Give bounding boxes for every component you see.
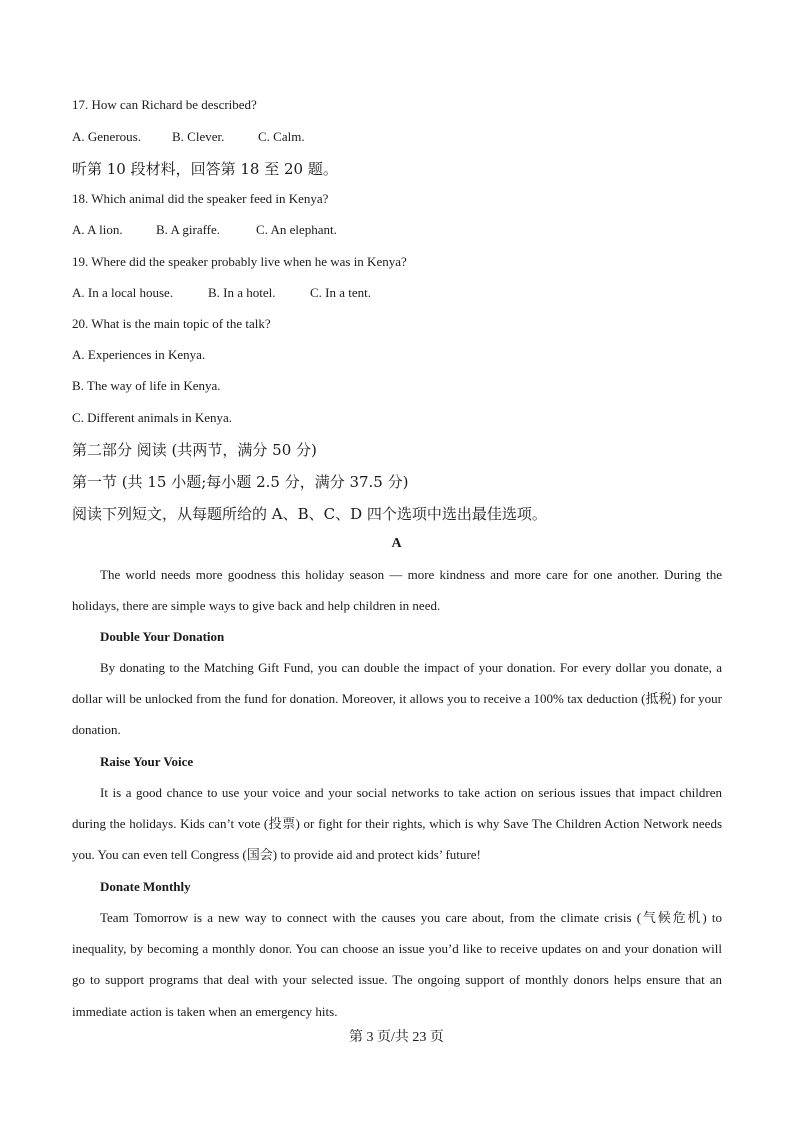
option-c: C. An elephant. <box>256 222 337 237</box>
question-20-option-c: C. Different animals in Kenya. <box>72 410 233 425</box>
question-20-option-b: B. The way of life in Kenya. <box>72 378 221 393</box>
question-17-options <box>72 129 305 145</box>
paragraph-monthly: Team Tomorrow is a new way to connect with the causes you care about, from the climate crisis (气候危机) to inequality, by becoming a monthly donor. You can choose an issue you’d like to receive updates on and your donation will go to support programs that deal with your selected issue. The ongoing support of monthly donors helps ensure that an immediate action is taken when an emergency hits. <box>72 910 722 1019</box>
question-19: 19. Where did the speaker probably live when he was in Kenya? <box>72 254 407 269</box>
option-b: B. A giraffe. <box>156 222 221 237</box>
question-18: 18. Which animal did the speaker feed in Kenya? <box>72 191 329 206</box>
option-b: B. Clever. <box>172 129 225 144</box>
option-a: A. Generous. <box>72 129 141 144</box>
section-10-instruction: 听第 10 段材料，回答第 18 至 20 题。 <box>72 160 338 178</box>
heading-raise-your-voice: Raise Your Voice <box>100 754 194 769</box>
heading-double-your-donation: Double Your Donation <box>100 629 225 644</box>
paragraph-donation: By donating to the Matching Gift Fund, you can double the impact of your donation. For every dollar you donate, a dollar will be unlocked from the fund for donation. Moreover, it allows you to receive a 100% tax deduction (抵税) for your donation. <box>72 660 722 738</box>
option-c: C. Calm. <box>258 129 305 144</box>
question-20: 20. What is the main topic of the talk? <box>72 316 271 331</box>
reading-instruction: 阅读下列短文，从每题所给的 A、B、C、D 四个选项中选出最佳选项。 <box>72 505 547 523</box>
option-a: A. A lion. <box>72 222 123 237</box>
option-b: B. In a hotel. <box>208 285 276 300</box>
part-2-title: 第二部分 阅读 (共两节，满分 50 分) <box>72 441 317 459</box>
passage-intro: The world needs more goodness this holiday season — more kindness and more care for one another. During the holidays, there are simple ways to give back and help children in need. <box>72 567 722 614</box>
question-18-options <box>72 222 337 238</box>
passage-letter: A <box>391 536 402 551</box>
paragraph-voice: It is a good chance to use your voice and your social networks to take action on serious issues that impact children during the holidays. Kids can’t vote (投票) or fight for their rights, which is why Save The Children Action Network needs you. You can even tell Congress (国会) to provide aid and protect kids’ future! <box>72 785 722 863</box>
question-20-option-a: A. Experiences in Kenya. <box>72 347 206 362</box>
question-19-options <box>72 285 371 301</box>
option-a: A. In a local house. <box>72 285 174 300</box>
question-17: 17. How can Richard be described? <box>72 97 257 112</box>
section-1-title: 第一节 (共 15 小题;每小题 2.5 分，满分 37.5 分) <box>72 473 409 491</box>
heading-donate-monthly: Donate Monthly <box>100 879 191 894</box>
option-c: C. In a tent. <box>310 285 372 300</box>
page-footer: 第 3 页/共 23 页 <box>349 1030 444 1045</box>
